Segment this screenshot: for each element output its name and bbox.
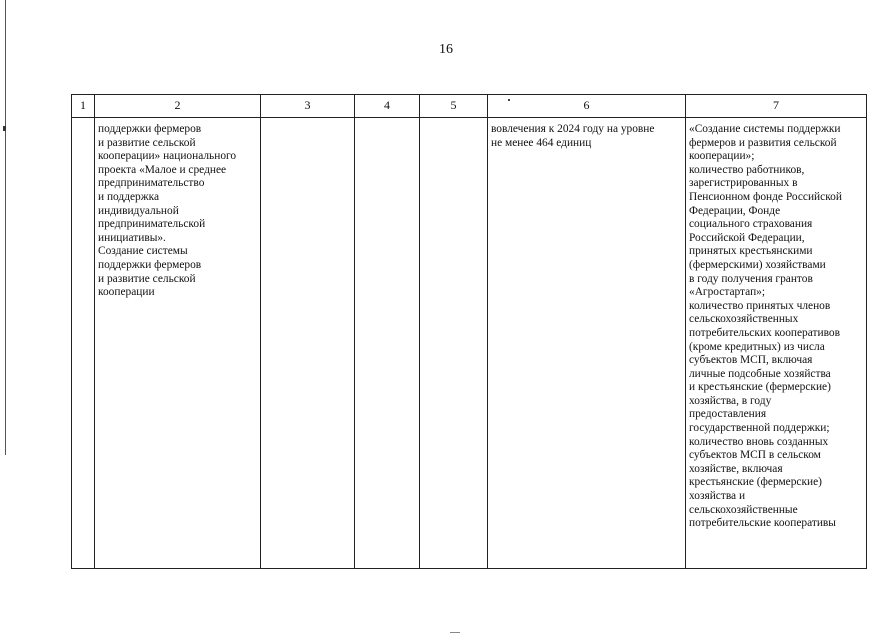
cell-text-line: кооперации [98, 286, 155, 299]
cell-text-line: вовлечения к 2024 году на уровне [491, 123, 655, 135]
cell-text-line: хозяйства, в году [689, 394, 772, 407]
cell-text-line: Федерации, Фонде [689, 204, 781, 217]
column-header-3: 3 [261, 95, 355, 118]
table-row [72, 118, 867, 569]
cell-text-line: (кроме кредитных) из числа [689, 340, 825, 353]
cell-text-line: кооперации»; [689, 150, 755, 163]
cell-text-line: потребительские кооперативы [689, 517, 836, 530]
cell-text-line: социального страхования [689, 218, 813, 231]
cell-text-line: крестьянские (фермерские) [689, 476, 822, 489]
cell-text-line: в году получения грантов [689, 272, 813, 285]
cell-text-line: количество работников, [689, 163, 805, 176]
cell-col-7 [686, 118, 867, 569]
cell-text-line: государственной поддержки; [689, 422, 830, 435]
scan-bottom-mark [450, 632, 460, 633]
cell-text-line: поддержки фермеров [98, 258, 202, 271]
cell-text-line: субъектов МСП, включая [689, 354, 813, 367]
column-header-6: 6 [488, 95, 686, 118]
column-header-4: 4 [355, 95, 420, 118]
cell-text-line: предоставления [689, 408, 767, 421]
cell-col-3 [261, 118, 355, 569]
column-header-7: 7 [686, 95, 867, 118]
cell-col-1 [72, 118, 95, 569]
cell-text-line: сельскохозяйственные [689, 503, 798, 516]
cell-text-line: «Агростартап»; [689, 286, 766, 299]
cell-text-line: и поддержка [98, 190, 160, 203]
cell-text-line: субъектов МСП в сельском [689, 449, 821, 462]
cell-col-6 [488, 118, 686, 569]
cell-text-line: индивидуальной [98, 204, 179, 217]
cell-text-line: не менее 464 единиц [491, 136, 592, 149]
column-header-2: 2 [95, 95, 261, 118]
cell-text-line: кооперации» национального [98, 150, 237, 163]
cell-text-line: Российской Федерации, [689, 231, 805, 244]
cell-text-line: принятых крестьянскими [689, 245, 813, 258]
cell-text-line: предпринимательской [98, 218, 206, 231]
page-number: 16 [439, 42, 453, 57]
cell-col-2 [95, 118, 261, 569]
cell-text-line: зарегистрированных в [689, 177, 798, 190]
cell-text-line: личные подсобные хозяйства [689, 367, 831, 380]
cell-text-line: хозяйства и [689, 490, 746, 503]
cell-text-line: предпринимательство [98, 177, 205, 190]
cell-text-line: сельскохозяйственных [689, 313, 799, 326]
column-header-5: 5 [420, 95, 488, 118]
cell-text-line: количество вновь созданных [689, 435, 829, 448]
cell-col-5 [420, 118, 488, 569]
cell-text-line: и развитие сельской [98, 272, 196, 285]
cell-text-line: поддержки фермеров [98, 123, 202, 135]
cell-text-line: и развитие сельской [98, 136, 196, 149]
cell-col-4 [355, 118, 420, 569]
scan-left-edge-mark [3, 126, 6, 131]
document-table [71, 94, 867, 569]
cell-text-line: инициативы». [98, 231, 166, 244]
scan-left-edge-line [5, 0, 6, 455]
cell-text-line: потребительских кооперативов [689, 326, 840, 339]
column-header-1: 1 [72, 95, 95, 118]
cell-text-line: Пенсионном фонде Российской [689, 190, 842, 203]
cell-text-line: проекта «Малое и среднее [98, 163, 227, 176]
scan-speck [508, 99, 510, 101]
cell-text-line: фермеров и развития сельской [689, 136, 837, 149]
cell-text-line: «Создание системы поддержки [689, 123, 841, 135]
cell-text-line: количество принятых членов [689, 299, 831, 312]
cell-text-line: и крестьянские (фермерские) [689, 381, 831, 394]
cell-text-line: Создание системы [98, 245, 188, 258]
table-header-row [72, 95, 867, 118]
cell-text-line: (фермерскими) хозяйствами [689, 258, 826, 271]
cell-text-line: хозяйстве, включая [689, 462, 783, 475]
